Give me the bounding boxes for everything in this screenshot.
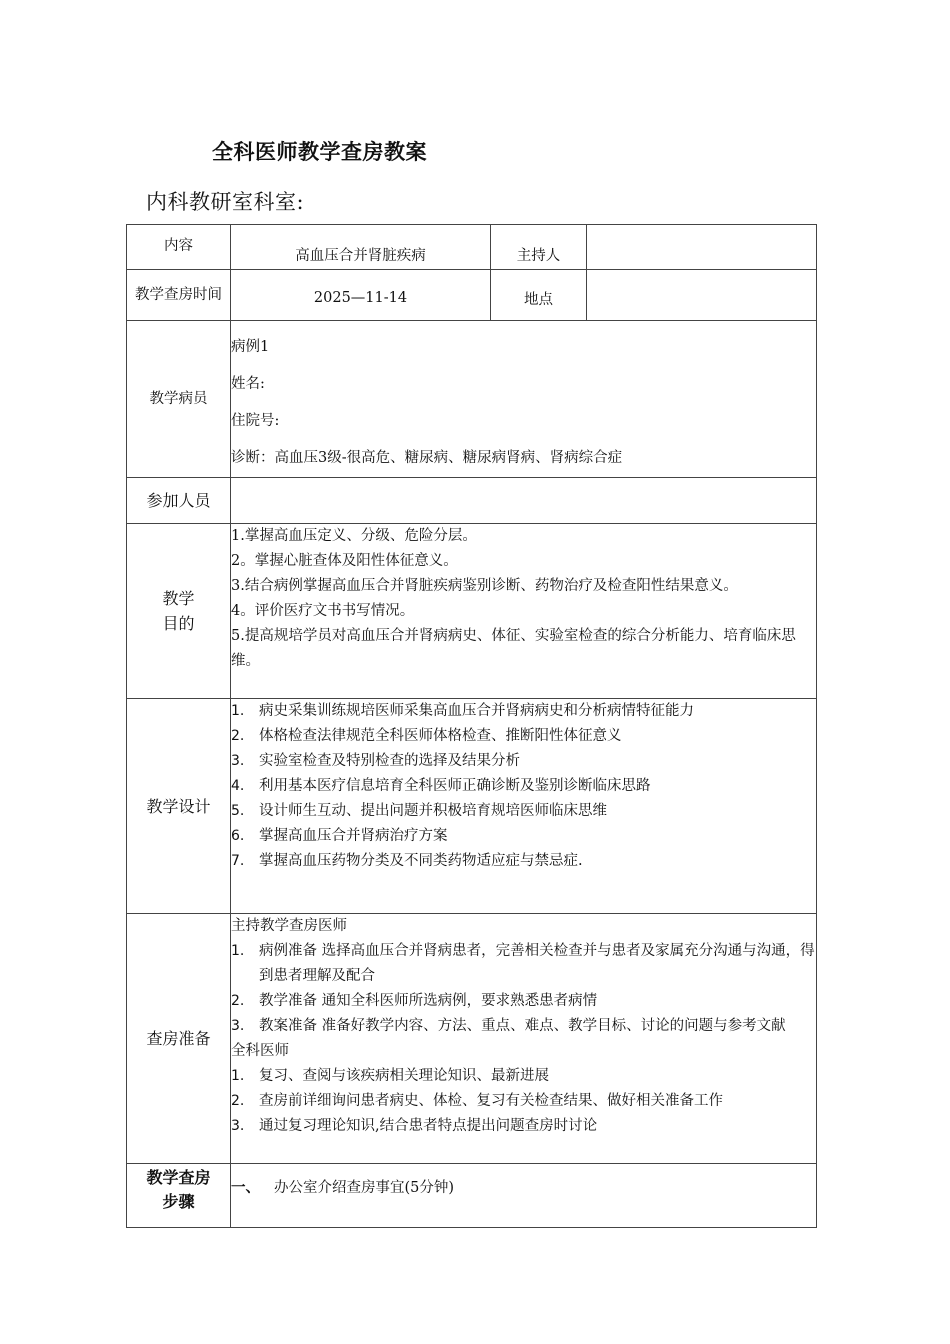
patient-label: 教学病员 [127,321,231,478]
list-item: 2. 查房前详细询问患者病史、体检、复习有关检查结果、做好相关准备工作 [231,1093,723,1109]
participants-value [231,478,817,524]
row-time [127,270,817,321]
steps-label [127,1164,231,1228]
goal-item: 1.掌握高血压定义、分级、危险分层。 [231,528,477,544]
design-content [231,699,817,914]
list-item: 1. 复习、查阅与该疾病相关理论知识、最新进展 [231,1068,549,1084]
goal-item: 4。评价医疗文书书写情况。 [231,603,415,619]
row-content [127,225,817,270]
step-text: 办公室介绍查房事宜(5分钟) [274,1180,455,1196]
content-label: 内容 [127,225,231,270]
list-item: 6. 掌握高血压合并肾病治疗方案 [231,828,448,844]
lesson-plan-table [126,224,817,1228]
time-value: 2025—11-14 [231,270,491,321]
admission-number: 住院号: [231,413,280,429]
list-item: 5. 设计师生互动、提出问题并积极培育规培医师临床思维 [231,803,607,819]
design-label: 教学设计 [127,699,231,914]
case-number: 病例1 [231,339,270,355]
row-design [127,699,817,914]
document-title: 全科医师教学查房教案 [212,140,427,164]
list-item: 4. 利用基本医疗信息培育全科医师正确诊断及鉴别诊断临床思路 [231,778,651,794]
list-item: 2. 教学准备 通知全科医师所选病例，要求熟悉患者病情 [231,993,598,1009]
time-label [127,270,231,321]
diagnosis: 诊断：高血压3级-很高危、糖尿病、糖尿病肾病、肾病综合症 [231,450,623,466]
host-label: 主持人 [491,225,587,270]
goal-item: 5.提高规培学员对高血压合并肾病病史、体征、实验室检查的综合分析能力、培育临床思维。 [231,628,796,669]
list-item: 2. 体格检查法律规范全科医师体格检查、推断阳性体征意义 [231,728,622,744]
list-item: 3. 通过复习理论知识,结合患者特点提出问题查房时讨论 [231,1118,598,1134]
host-value [587,225,817,270]
steps-content [231,1164,817,1228]
list-item: 1. 病史采集训练规培医师采集高血压合并肾病病史和分析病情特征能力 [231,703,694,719]
prep-host-heading: 主持教学查房医师 [231,918,347,934]
prep-label: 查房准备 [127,914,231,1164]
prep-gp-heading: 全科医师 [231,1043,289,1059]
steps-label-line2: 步骤 [162,1192,195,1211]
list-item: 3. 实验室检查及特别检查的选择及结果分析 [231,753,520,769]
patient-info [231,321,817,478]
goals-label [127,524,231,699]
row-patient [127,321,817,478]
place-label: 地点 [491,270,587,321]
design-list [231,699,816,874]
prep-content [231,914,817,1164]
row-steps [127,1164,817,1228]
goal-item: 3.结合病例掌握高血压合并肾脏疾病鉴别诊断、药物治疗及检查阳性结果意义。 [231,578,738,594]
patient-name: 姓名: [231,376,265,392]
row-prep [127,914,817,1164]
row-participants [127,478,817,524]
content-value: 高血压合并肾脏疾病 [231,225,491,270]
steps-label-line1: 教学查房 [146,1168,211,1187]
goals-label-line1: 教学 [162,589,195,608]
time-label-text: 教学查房时间 [135,287,222,303]
place-value [587,270,817,321]
participants-label: 参加人员 [127,478,231,524]
step-number: 一、 [231,1180,260,1196]
row-goals [127,524,817,699]
goal-item: 2。掌握心脏查体及阳性体征意义。 [231,553,458,569]
prep-gp-list [231,1064,816,1139]
list-item: 7. 掌握高血压药物分类及不同类药物适应症与禁忌症. [231,853,583,869]
list-item: 3. 教案准备 准备好教学内容、方法、重点、难点、教学目标、讨论的问题与参考文献 [231,1018,786,1034]
goals-content [231,524,817,699]
department-label: 内科教研室科室: [146,190,305,214]
prep-host-list [231,939,816,1039]
list-item: 1. 病例准备 选择高血压合并肾病患者，完善相关检查并与患者及家属充分沟通与沟通，得到患者理解及配合 [231,943,815,984]
goals-label-line2: 目的 [162,614,195,633]
